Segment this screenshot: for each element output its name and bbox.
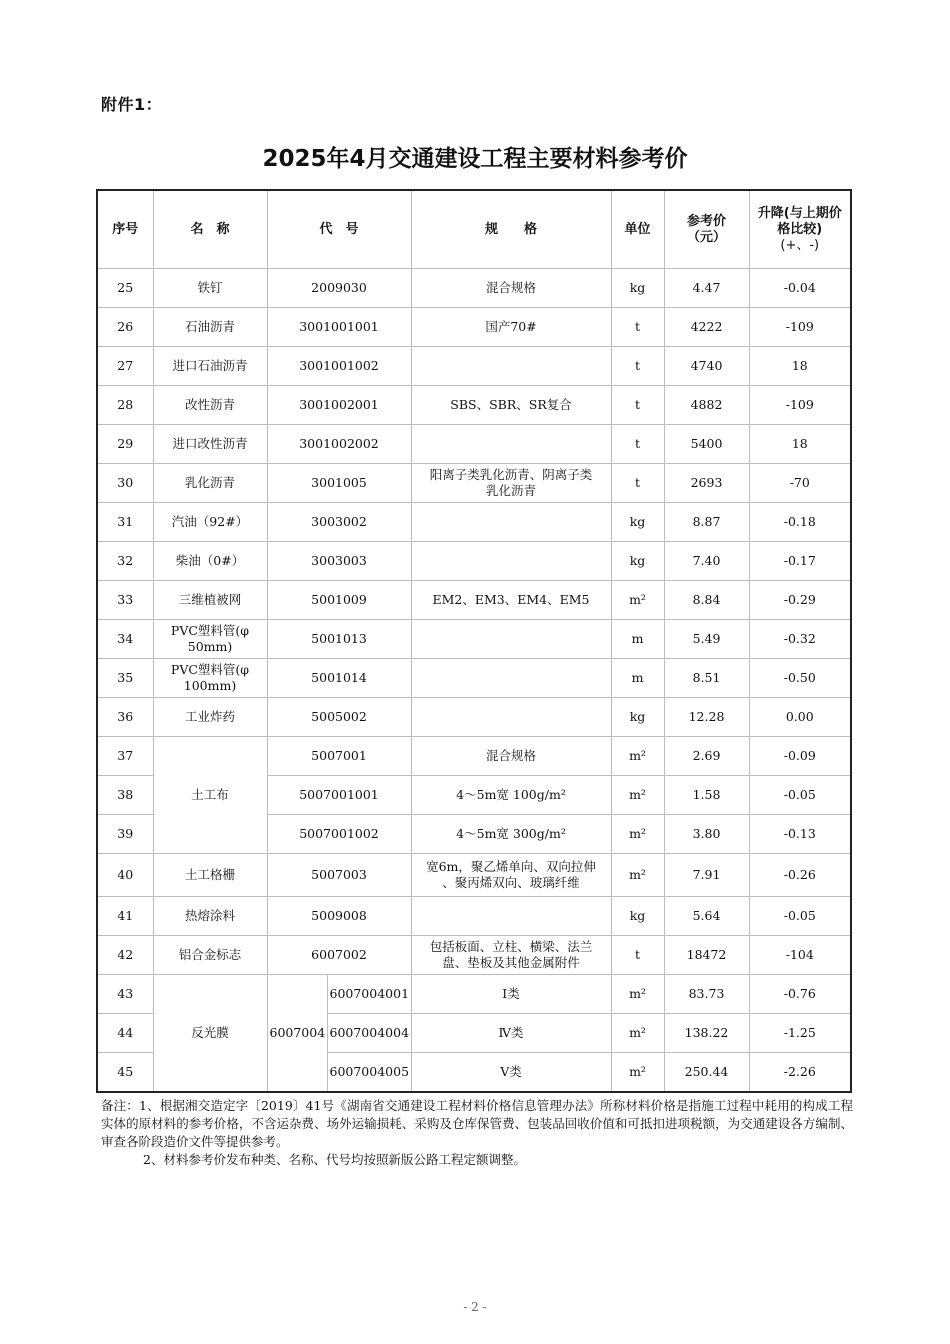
cell-name: PVC塑料管(φ 100mm) <box>153 659 267 698</box>
cell-spec: 4～5m宽 300g/m² <box>411 815 611 854</box>
cell-spec: Ⅴ类 <box>411 1053 611 1093</box>
cell-unit: t <box>611 308 664 347</box>
cell-change: 18 <box>749 425 851 464</box>
cell-name: 三维植被网 <box>153 581 267 620</box>
cell-code: 5005002 <box>267 698 411 737</box>
cell-price: 8.84 <box>664 581 749 620</box>
header-price: 参考价 （元） <box>664 190 749 269</box>
cell-code: 3003002 <box>267 503 411 542</box>
cell-unit: m² <box>611 815 664 854</box>
table-row <box>97 425 851 464</box>
cell-spec <box>411 347 611 386</box>
cell-change: -0.26 <box>749 854 851 897</box>
cell-code: 3003003 <box>267 542 411 581</box>
cell-price: 18472 <box>664 936 749 975</box>
cell-change: -70 <box>749 464 851 503</box>
cell-spec: 包括板面、立柱、横梁、法兰 盘、垫板及其他金属附件 <box>411 936 611 975</box>
cell-change: -109 <box>749 386 851 425</box>
cell-unit: kg <box>611 897 664 936</box>
cell-unit: kg <box>611 698 664 737</box>
cell-name: 进口石油沥青 <box>153 347 267 386</box>
table-row <box>97 897 851 936</box>
table-row <box>97 737 851 776</box>
header-seq: 序号 <box>97 190 153 269</box>
table-row <box>97 269 851 308</box>
table-row <box>97 620 851 659</box>
cell-seq: 40 <box>97 854 153 897</box>
cell-spec <box>411 659 611 698</box>
cell-code: 5009008 <box>267 897 411 936</box>
cell-seq: 34 <box>97 620 153 659</box>
cell-spec: 混合规格 <box>411 269 611 308</box>
cell-price: 5.64 <box>664 897 749 936</box>
cell-code: 5007001 <box>267 737 411 776</box>
cell-price: 4.47 <box>664 269 749 308</box>
table-row <box>97 308 851 347</box>
cell-code: 5001014 <box>267 659 411 698</box>
cell-unit: t <box>611 386 664 425</box>
cell-seq: 43 <box>97 975 153 1014</box>
cell-code: 3001001002 <box>267 347 411 386</box>
cell-price: 4222 <box>664 308 749 347</box>
cell-name: 铁钉 <box>153 269 267 308</box>
cell-name: 改性沥青 <box>153 386 267 425</box>
cell-price: 2.69 <box>664 737 749 776</box>
cell-name: 进口改性沥青 <box>153 425 267 464</box>
cell-change: -104 <box>749 936 851 975</box>
cell-seq: 37 <box>97 737 153 776</box>
cell-change: -109 <box>749 308 851 347</box>
cell-unit: t <box>611 464 664 503</box>
cell-unit: t <box>611 425 664 464</box>
table-row <box>97 464 851 503</box>
cell-change: -0.09 <box>749 737 851 776</box>
cell-price: 7.91 <box>664 854 749 897</box>
document-title: 2025年4月交通建设工程主要材料参考价 <box>262 146 688 172</box>
cell-name: 汽油（92#） <box>153 503 267 542</box>
note-2: 2、材料参考价发布种类、名称、代号均按照新版公路工程定额调整。 <box>143 1152 526 1167</box>
cell-change: 0.00 <box>749 698 851 737</box>
cell-change: -0.50 <box>749 659 851 698</box>
cell-code: 3001001001 <box>267 308 411 347</box>
cell-seq: 41 <box>97 897 153 936</box>
table-row <box>97 659 851 698</box>
cell-seq: 39 <box>97 815 153 854</box>
cell-seq: 33 <box>97 581 153 620</box>
cell-spec: 国产70# <box>411 308 611 347</box>
table-row <box>97 975 851 1014</box>
cell-unit: kg <box>611 542 664 581</box>
table-row <box>97 503 851 542</box>
cell-seq: 28 <box>97 386 153 425</box>
page-number: - 2 - <box>463 1300 487 1314</box>
cell-change: -0.29 <box>749 581 851 620</box>
cell-code: 6007004001 <box>327 975 411 1014</box>
notes-section <box>101 1097 853 1169</box>
table-header-row <box>97 190 851 269</box>
table-row <box>97 581 851 620</box>
cell-seq: 30 <box>97 464 153 503</box>
cell-name: PVC塑料管(φ 50mm) <box>153 620 267 659</box>
header-change: 升降(与上期价 格比较) (+、-) <box>749 190 851 269</box>
cell-spec: SBS、SBR、SR复合 <box>411 386 611 425</box>
cell-code: 5001009 <box>267 581 411 620</box>
cell-price: 8.87 <box>664 503 749 542</box>
cell-price: 5400 <box>664 425 749 464</box>
attachment-label: 附件1： <box>101 95 163 114</box>
table-row <box>97 936 851 975</box>
cell-change: -2.26 <box>749 1053 851 1093</box>
cell-price: 250.44 <box>664 1053 749 1093</box>
cell-seq: 38 <box>97 776 153 815</box>
cell-change: -0.13 <box>749 815 851 854</box>
cell-price: 3.80 <box>664 815 749 854</box>
cell-change: -0.18 <box>749 503 851 542</box>
cell-unit: m² <box>611 737 664 776</box>
cell-code: 6007004004 <box>327 1014 411 1053</box>
cell-name: 石油沥青 <box>153 308 267 347</box>
cell-price: 5.49 <box>664 620 749 659</box>
cell-unit: m² <box>611 581 664 620</box>
cell-spec: 宽6m，聚乙烯单向、双向拉伸 、聚丙烯双向、玻璃纤维 <box>411 854 611 897</box>
cell-unit: m² <box>611 975 664 1014</box>
cell-code: 6007004005 <box>327 1053 411 1093</box>
table-row <box>97 347 851 386</box>
cell-spec: EM2、EM3、EM4、EM5 <box>411 581 611 620</box>
cell-unit: m² <box>611 854 664 897</box>
cell-code: 5007001001 <box>267 776 411 815</box>
header-name: 名 称 <box>153 190 267 269</box>
cell-price: 2693 <box>664 464 749 503</box>
cell-seq: 36 <box>97 698 153 737</box>
cell-seq: 35 <box>97 659 153 698</box>
cell-unit: m² <box>611 1053 664 1093</box>
cell-name: 土工格栅 <box>153 854 267 897</box>
cell-price: 4882 <box>664 386 749 425</box>
header-spec: 规 格 <box>411 190 611 269</box>
cell-code: 2009030 <box>267 269 411 308</box>
cell-name: 铝合金标志 <box>153 936 267 975</box>
cell-seq: 44 <box>97 1014 153 1053</box>
cell-spec: Ⅳ类 <box>411 1014 611 1053</box>
cell-spec: Ⅰ类 <box>411 975 611 1014</box>
cell-code: 3001002001 <box>267 386 411 425</box>
cell-unit: m <box>611 659 664 698</box>
cell-seq: 25 <box>97 269 153 308</box>
table-row <box>97 386 851 425</box>
table-row <box>97 542 851 581</box>
header-code: 代 号 <box>267 190 411 269</box>
cell-seq: 29 <box>97 425 153 464</box>
cell-change: 18 <box>749 347 851 386</box>
cell-change: -1.25 <box>749 1014 851 1053</box>
cell-name: 柴油（0#） <box>153 542 267 581</box>
cell-unit: t <box>611 936 664 975</box>
cell-code: 5007003 <box>267 854 411 897</box>
cell-price: 12.28 <box>664 698 749 737</box>
cell-seq: 31 <box>97 503 153 542</box>
cell-price: 138.22 <box>664 1014 749 1053</box>
cell-name-merged: 土工布 <box>153 737 267 854</box>
cell-seq: 27 <box>97 347 153 386</box>
cell-spec <box>411 425 611 464</box>
cell-unit: kg <box>611 503 664 542</box>
cell-change: -0.05 <box>749 897 851 936</box>
cell-price: 8.51 <box>664 659 749 698</box>
cell-spec <box>411 620 611 659</box>
cell-seq: 32 <box>97 542 153 581</box>
cell-price: 1.58 <box>664 776 749 815</box>
cell-seq: 45 <box>97 1053 153 1093</box>
cell-unit: m² <box>611 1014 664 1053</box>
cell-name: 工业炸药 <box>153 698 267 737</box>
material-price-table <box>96 189 852 1093</box>
table-row <box>97 854 851 897</box>
cell-code: 5007001002 <box>267 815 411 854</box>
cell-change: -0.17 <box>749 542 851 581</box>
cell-name: 乳化沥青 <box>153 464 267 503</box>
cell-price: 7.40 <box>664 542 749 581</box>
cell-spec: 混合规格 <box>411 737 611 776</box>
cell-seq: 26 <box>97 308 153 347</box>
cell-name: 热熔涂料 <box>153 897 267 936</box>
cell-unit: kg <box>611 269 664 308</box>
cell-price: 83.73 <box>664 975 749 1014</box>
cell-spec: 阳离子类乳化沥青、阴离子类 乳化沥青 <box>411 464 611 503</box>
note-1: 备注：1、根据湘交造定字〔2019〕41号《湖南省交通建设工程材料价格信息管理办法》所称材料价格是指施工过程中耗用的构成工程实体的原材料的参考价格，不含运杂费、场外运输损耗、采购及仓库保管费、包装品回收价值和可抵扣进项税额，为交通建设各方编制、审查各阶段造价文件等提供参考。 <box>101 1098 853 1149</box>
cell-code: 3001002002 <box>267 425 411 464</box>
cell-unit: m <box>611 620 664 659</box>
cell-change: -0.05 <box>749 776 851 815</box>
cell-code: 3001005 <box>267 464 411 503</box>
cell-spec <box>411 503 611 542</box>
cell-price: 4740 <box>664 347 749 386</box>
cell-change: -0.04 <box>749 269 851 308</box>
cell-code: 5001013 <box>267 620 411 659</box>
table-row <box>97 698 851 737</box>
cell-parent-code-merged: 6007004 <box>267 975 327 1093</box>
cell-spec <box>411 542 611 581</box>
cell-spec <box>411 897 611 936</box>
cell-seq: 42 <box>97 936 153 975</box>
cell-change: -0.32 <box>749 620 851 659</box>
cell-name-merged: 反光膜 <box>153 975 267 1093</box>
cell-spec <box>411 698 611 737</box>
cell-unit: m² <box>611 776 664 815</box>
cell-change: -0.76 <box>749 975 851 1014</box>
header-unit: 单位 <box>611 190 664 269</box>
cell-spec: 4～5m宽 100g/m² <box>411 776 611 815</box>
cell-code: 6007002 <box>267 936 411 975</box>
cell-unit: t <box>611 347 664 386</box>
